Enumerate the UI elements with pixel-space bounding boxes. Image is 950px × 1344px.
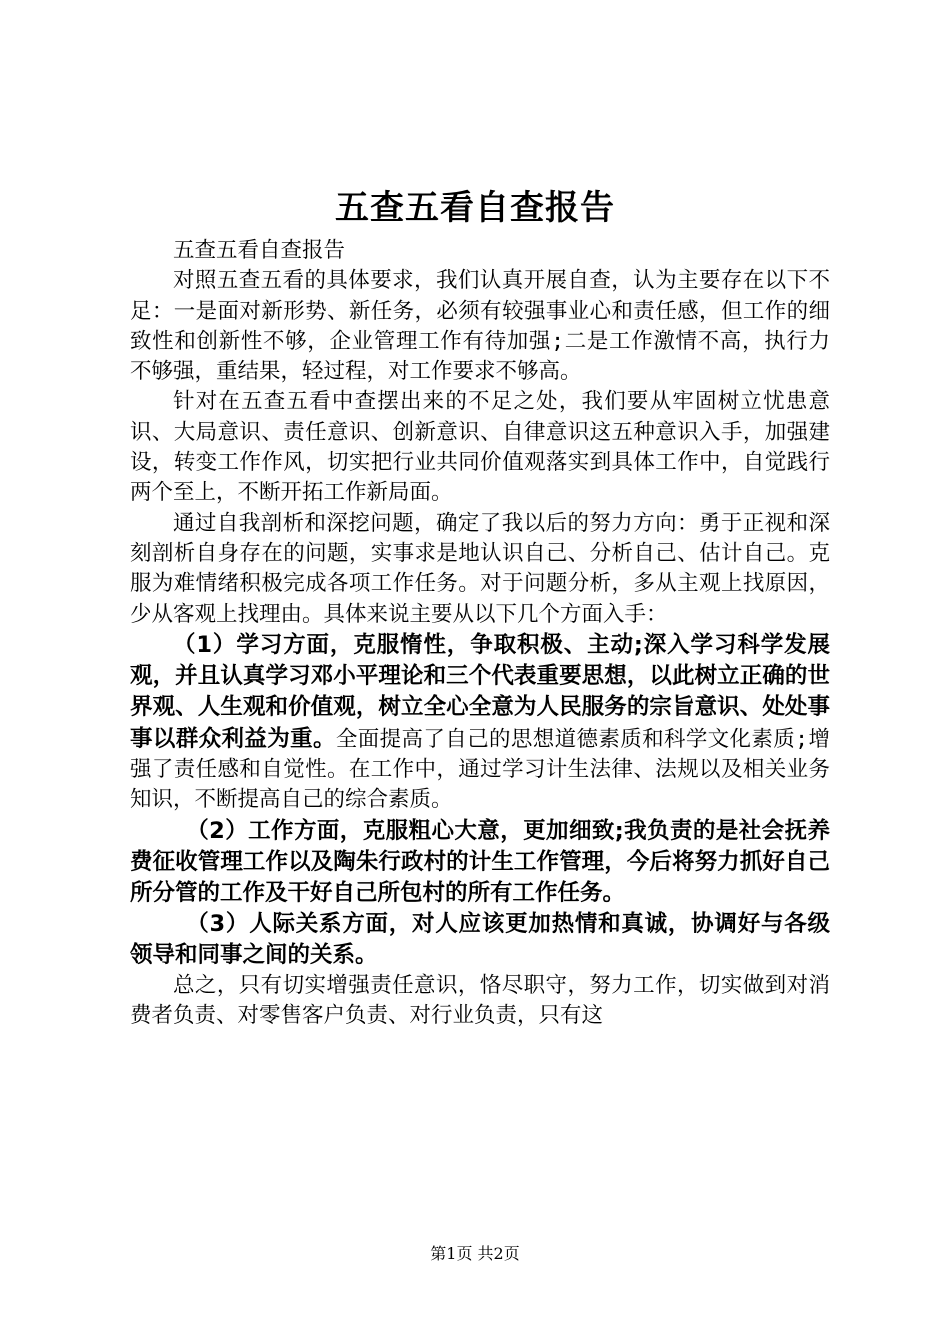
paragraph-shortcomings: 对照五查五看的具体要求，我们认真开展自查，认为主要存在以下不足：一是面对新形势、新任务，必须有较强事业心和责任感，但工作的细致性和创新性不够，企业管理工作有待加强;二是工作激情不高，执行力不够强，重结果，轻过程，对工作要求不够高。 [130, 268, 830, 385]
paragraph-subtitle: 五查五看自查报告 [173, 238, 346, 263]
paragraph-item-1 [130, 630, 830, 816]
paragraph-conclusion: 总之，只有切实增强责任意识，恪尽职守，努力工作，切实做到对消费者负责、对零售客户负责、对行业负责，只有这 [130, 972, 830, 1028]
paragraph-item-2: （2）工作方面，克服粗心大意，更加细致;我负责的是社会抚养费征收管理工作以及陶朱行政村的计生工作管理，今后将努力抓好自己所分管的工作及干好自己所包村的所有工作任务。 [130, 817, 830, 906]
document-body [130, 236, 830, 1031]
paragraph-direction: 通过自我剖析和深挖问题，确定了我以后的努力方向：勇于正视和深刻剖析自身存在的问题，实事求是地认识自己、分析自己、估计自己。克服为难情绪积极完成各项工作任务。对于问题分析，多从主观上找原因，少从客观上找理由。具体来说主要从以下几个方面入手： [130, 510, 830, 627]
document-title: 五查五看自查报告 [335, 188, 615, 228]
paragraph-measures: 针对在五查五看中查摆出来的不足之处，我们要从牢固树立忧患意识、大局意识、责任意识、创新意识、自律意识这五种意识入手，加强建设，转变工作作风，切实把行业共同价值观落实到具体工作中，自觉践行两个至上，不断开拓工作新局面。 [130, 389, 830, 506]
paragraph-item-3: （3）人际关系方面，对人应该更加热情和真诚，协调好与各级领导和同事之间的关系。 [130, 910, 830, 968]
item-1-regular-text: 全面提高了自己的思想道德素质和科学文化素质;增强了责任感和自觉性。在工作中，通过学习计生法律、法规以及相关业务知识，不断提高自己的综合素质。 [130, 726, 830, 813]
page-footer: 第1页 共2页 [430, 1244, 520, 1263]
item-1-bold-text: （1）学习方面，克服惰性，争取积极、主动;深入学习科学发展观，并且认真学习邓小平理论和三个代表重要思想，以此树立正确的世界观、人生观和价值观，树立全心全意为人民服务的宗旨意识、处处事事以群众利益为重。 [130, 631, 830, 752]
